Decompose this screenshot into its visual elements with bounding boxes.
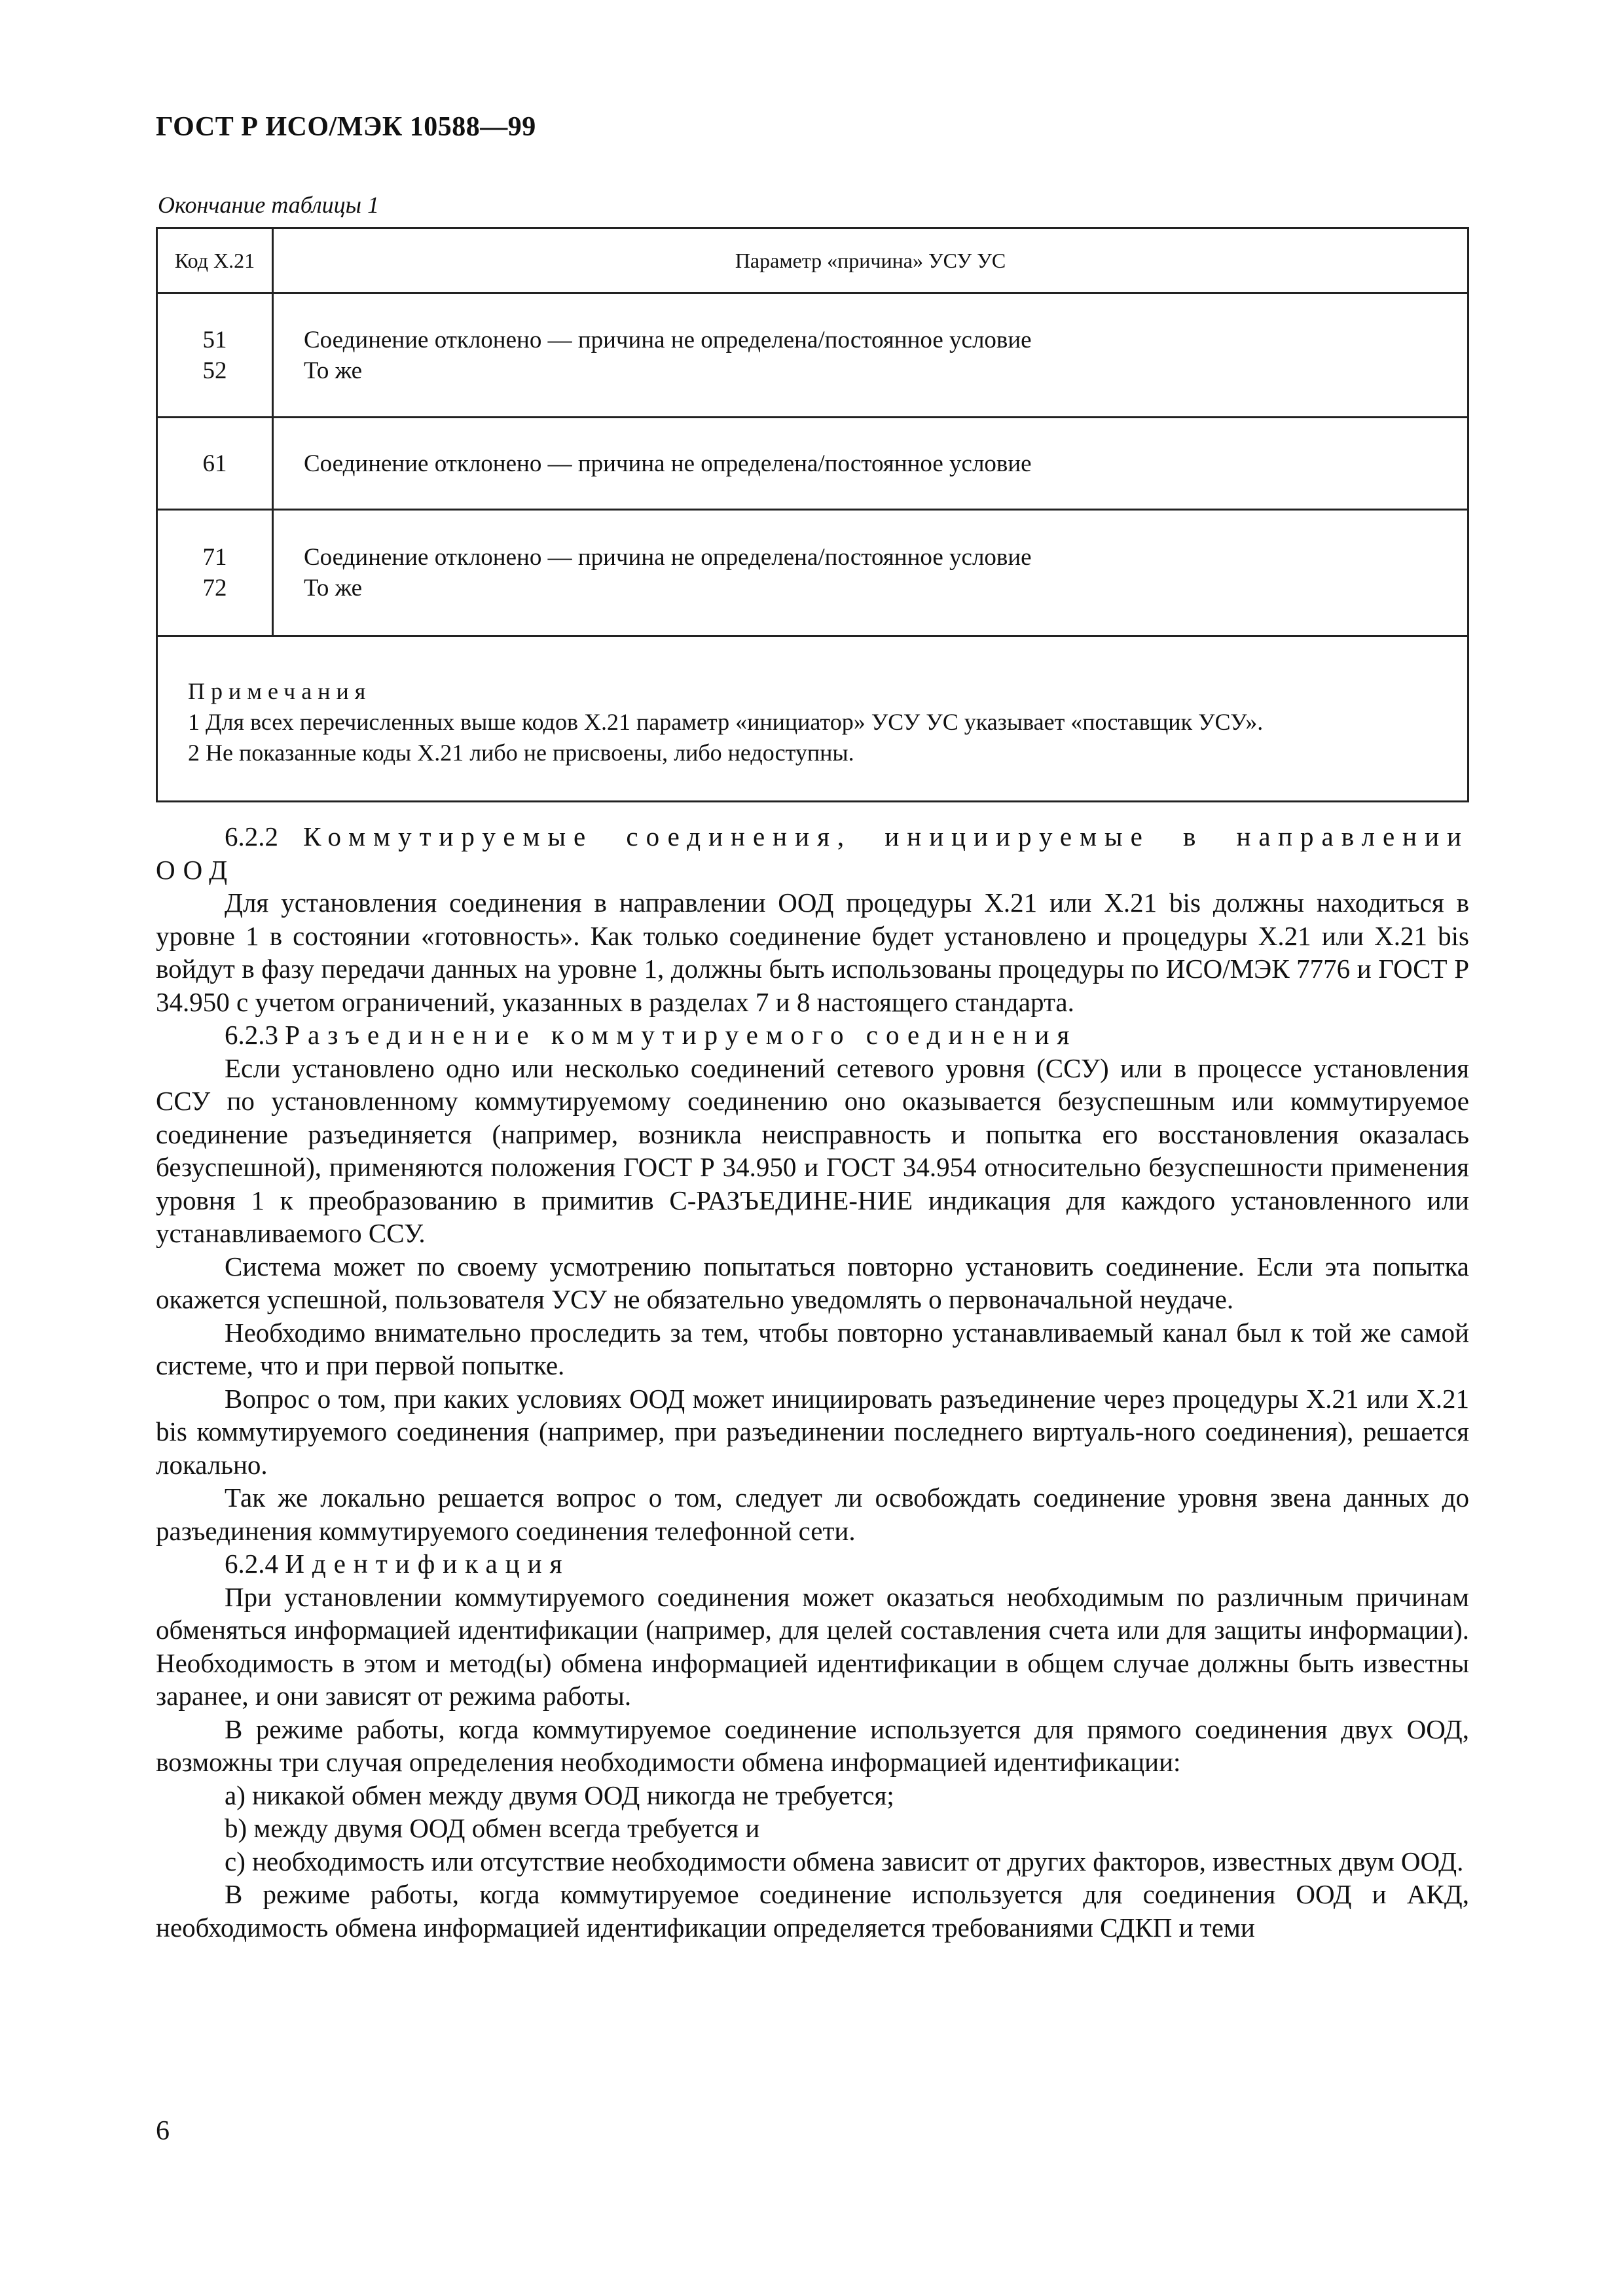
page-number: 6 — [156, 2116, 170, 2146]
code-value: 61 — [202, 450, 227, 477]
paragraph: При установлении коммутируемого соединения может оказаться необходимым по различным причинам обменяться информацией идентификации (например, для целей составления счета или для защиты информации). Необходимость в этом и метод(ы) обмена информацией идентификации в общем случае должны быть известны заранее, и они зависят от режима работы. — [156, 1581, 1469, 1711]
list-item: b) между двумя ООД обмен всегда требуется и — [225, 1813, 760, 1843]
code-cell — [157, 510, 273, 636]
parameter-cell — [273, 418, 1468, 510]
section-title: Разъединение коммутируемого соединения — [285, 1020, 1078, 1050]
code-cell — [157, 418, 273, 510]
table-header-row — [157, 228, 1468, 293]
code-value: 51 — [202, 326, 227, 353]
paragraph: Для установления соединения в направлении ООД процедуры Х.21 или Х.21 bis должны находиться в уровне 1 в состоянии «готовность». Как только соединение будет установлено и процедуры Х.21 или Х.21 bis войдут в фазу передачи данных на уровне 1, должны быть использованы процедуры по ИСО/МЭК 7776 и ГОСТ Р 34.950 с учетом ограничений, указанных в разделах 7 и 8 настоящего стандарта. — [156, 888, 1469, 1017]
notes-cell — [157, 636, 1468, 802]
note-item: 2 Не показанные коды Х.21 либо не присвоены, либо недоступны. — [188, 739, 854, 766]
code-cell — [157, 293, 273, 418]
column-header-code: Код Х.21 — [157, 228, 273, 293]
code-value: 72 — [202, 575, 227, 601]
column-header-parameter: Параметр «причина» УСУ УС — [273, 228, 1468, 293]
section-title: Идентификация — [285, 1549, 570, 1579]
parameter-cell — [273, 510, 1468, 636]
paragraph: Если установлено одно или несколько соединений сетевого уровня (ССУ) или в процессе установления ССУ по установленному коммутируемому соединению оно оказывается безуспешным или коммутируемое соединение разъединяется (например, возникла неисправность и попытка его восстановления оказалась безуспешной), применяются положения ГОСТ Р 34.950 и ГОСТ 34.954 относительно безуспешности применения уровня 1 к преобразованию в примитив С-РАЗЪЕДИНЕ-НИЕ индикация для каждого установленного или устанавливаемого ССУ. — [156, 1052, 1469, 1248]
notes-title: Примечания — [188, 677, 372, 704]
parameter-text: То же — [304, 357, 363, 384]
table-row — [157, 418, 1468, 510]
code-value: 52 — [202, 357, 227, 384]
paragraph: Система может по своему усмотрению попытаться повторно установить соединение. Если эта попытка окажется успешной, пользователя УСУ не обязательно уведомлять о первоначальной неудаче. — [156, 1251, 1469, 1314]
section-heading-6-2-4 — [156, 1547, 1469, 1581]
section-heading-6-2-2 — [156, 820, 1469, 886]
section-heading-6-2-3 — [156, 1018, 1469, 1052]
parameter-text: Соединение отклонено — причина не определена/постоянное условие — [304, 450, 1032, 477]
document-body — [156, 820, 1469, 1944]
list-item: а) никакой обмен между двумя ООД никогда не требуется; — [225, 1780, 894, 1810]
section-title: Коммутируемые соединения, инициируемые в направлении ООД — [156, 821, 1469, 885]
paragraph: Так же локально решается вопрос о том, следует ли освобождать соединение уровня звена данных до разъединения коммутируемого соединения телефонной сети. — [156, 1482, 1469, 1546]
paragraph: Вопрос о том, при каких условиях ООД может инициировать разъединение через процедуры Х.21 или Х.21 bis коммутируемого соединения (например, при разъединении последнего виртуаль-ного соединения), решается локально. — [156, 1383, 1469, 1480]
parameter-cell — [273, 293, 1468, 418]
list-item: с) необходимость или отсутствие необходимости обмена зависит от других факторов, известных двум ООД. — [225, 1846, 1464, 1876]
table-row — [157, 510, 1468, 636]
note-item: 1 Для всех перечисленных выше кодов Х.21 параметр «инициатор» УСУ УС указывает «поставщик УСУ». — [188, 708, 1264, 735]
section-number: 6.2.3 — [225, 1020, 278, 1050]
table-row — [157, 293, 1468, 418]
parameter-text: Соединение отклонено — причина не определена/постоянное условие — [304, 326, 1032, 353]
paragraph: Необходимо внимательно проследить за тем, чтобы повторно устанавливаемый канал был к той же самой системе, что и при первой попытке. — [156, 1317, 1469, 1380]
document-header: ГОСТ Р ИСО/МЭК 10588—99 — [156, 112, 536, 142]
codes-table — [156, 227, 1469, 802]
section-number: 6.2.2 — [225, 821, 278, 852]
table-caption: Окончание таблицы 1 — [158, 192, 380, 218]
paragraph: В режиме работы, когда коммутируемое соединение используется для соединения ООД и АКД, необходимость обмена информацией идентификации определяется требованиями СДКП и теми — [156, 1879, 1469, 1943]
paragraph: В режиме работы, когда коммутируемое соединение используется для прямого соединения двух ООД, возможны три случая определения необходимости обмена информацией идентификации: — [156, 1713, 1469, 1777]
code-value: 71 — [202, 544, 227, 571]
parameter-text: То же — [304, 575, 363, 601]
section-number: 6.2.4 — [225, 1549, 278, 1579]
parameter-text: Соединение отклонено — причина не определена/постоянное условие — [304, 544, 1032, 571]
table-notes-row — [157, 636, 1468, 802]
